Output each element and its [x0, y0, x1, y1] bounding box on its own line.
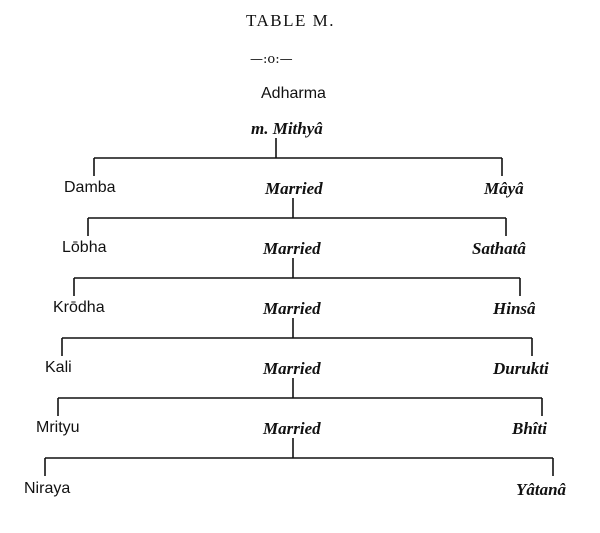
gen5-left-name: Mrityu: [36, 419, 80, 436]
gen3-married-label: Married: [263, 299, 321, 318]
gen5-right-name: Bhîti: [512, 419, 547, 438]
gen2-left-name: Lōbha: [62, 239, 107, 256]
separator: —:o:—: [250, 52, 293, 67]
gen2-married-label: Married: [263, 239, 321, 258]
gen6-right-name: Yâtanâ: [516, 480, 567, 499]
gen3-right-name: Hinsâ: [493, 299, 536, 318]
gen3-left-name: Krōdha: [53, 299, 105, 316]
gen4-right-name: Durukti: [493, 359, 549, 378]
gen4-left-name: Kali: [45, 359, 72, 376]
gen2-right-name: Sathatâ: [472, 239, 526, 258]
root-name: Adharma: [261, 85, 326, 102]
root-spouse: m. Mithyâ: [251, 119, 323, 138]
gen4-married-label: Married: [263, 359, 321, 378]
gen5-married-label: Married: [263, 419, 321, 438]
gen6-left-name: Niraya: [24, 480, 71, 497]
gen1-left-name: Damba: [64, 179, 116, 196]
page-title: TABLE M.: [246, 11, 336, 30]
gen1-right-name: Mâyâ: [484, 179, 524, 198]
gen1-married-label: Married: [265, 179, 323, 198]
